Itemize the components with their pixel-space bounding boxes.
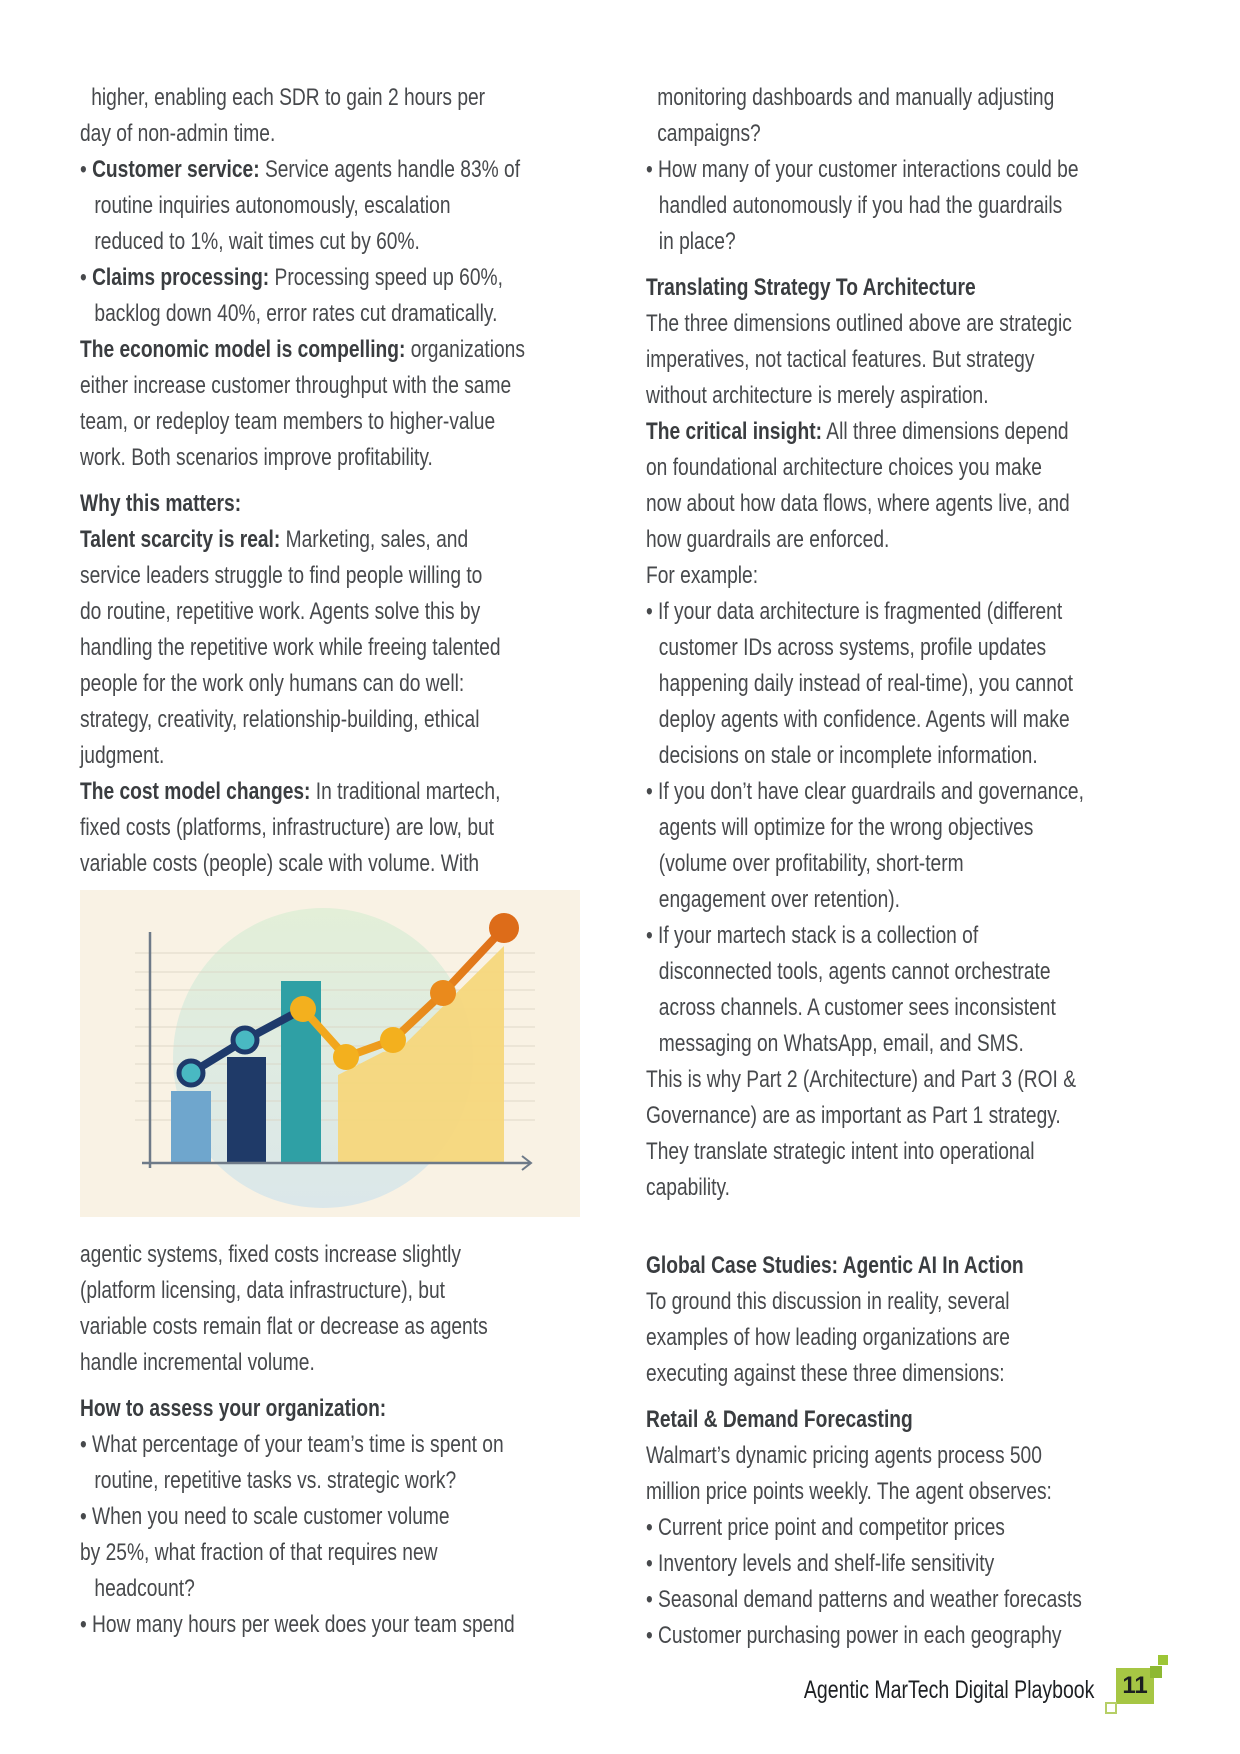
text-line: (platform licensing, data infrastructure), but bbox=[80, 1277, 445, 1304]
text-line: disconnected tools, agents cannot orchestrate bbox=[658, 958, 1051, 985]
text-line: handle incremental volume. bbox=[80, 1349, 315, 1376]
cost-model-figure bbox=[80, 890, 580, 1217]
paragraph bbox=[646, 414, 1116, 558]
text-line: million price points weekly. The agent observes: bbox=[646, 1478, 1052, 1505]
text-line: backlog down 40%, error rates cut dramatically. bbox=[94, 300, 498, 327]
text-line: The critical insight: All three dimensions depend bbox=[646, 418, 1069, 445]
text-line: either increase customer throughput with the same bbox=[80, 372, 512, 399]
bullet-item bbox=[646, 918, 1116, 1062]
text-line: across channels. A customer sees inconsistent bbox=[658, 994, 1056, 1021]
bullet-item bbox=[80, 1499, 550, 1607]
text-line: strategy, creativity, relationship-building, ethical bbox=[80, 706, 480, 733]
text-line: day of non-admin time. bbox=[80, 120, 276, 147]
text-line: How to assess your organization: bbox=[80, 1395, 387, 1422]
text-line: (volume over profitability, short-term bbox=[658, 850, 964, 877]
text-line: fixed costs (platforms, infrastructure) are low, but bbox=[80, 814, 495, 841]
text-line: how guardrails are enforced. bbox=[646, 526, 890, 553]
text-line: variable costs (people) scale with volume. With bbox=[80, 850, 480, 877]
paragraph bbox=[646, 1062, 1116, 1206]
left-column bbox=[80, 80, 550, 1643]
right-column bbox=[646, 80, 1116, 1654]
text-line: This is why Part 2 (Architecture) and Part 3 (ROI & bbox=[646, 1066, 1077, 1093]
text-line: deploy agents with confidence. Agents will make bbox=[658, 706, 1070, 733]
text-line: service leaders struggle to find people willing to bbox=[80, 562, 483, 589]
bullet-item bbox=[646, 1546, 1116, 1582]
text-line: • Customer purchasing power in each geography bbox=[646, 1622, 1062, 1649]
text-line: Why this matters: bbox=[80, 490, 242, 517]
text-line: handled autonomously if you had the guardrails bbox=[658, 192, 1063, 219]
bar-navy bbox=[227, 1057, 266, 1163]
paragraph bbox=[646, 1438, 1116, 1510]
section-heading bbox=[646, 270, 1116, 306]
footer-brand: Agentic MarTech Digital Playbook bbox=[803, 1676, 1094, 1704]
text-line: • How many hours per week does your team spend bbox=[80, 1611, 515, 1638]
paragraph bbox=[646, 80, 1116, 152]
text-line: campaigns? bbox=[657, 120, 761, 147]
text-line: higher, enabling each SDR to gain 2 hours per bbox=[91, 84, 486, 111]
text-line: routine inquiries autonomously, escalation bbox=[94, 192, 451, 219]
text-line: imperatives, not tactical features. But strategy bbox=[646, 346, 1035, 373]
paragraph bbox=[646, 306, 1116, 414]
bullet-item bbox=[646, 1618, 1116, 1654]
text-line: Talent scarcity is real: Marketing, sales, and bbox=[80, 526, 469, 553]
text-line: agentic systems, fixed costs increase slightly bbox=[80, 1241, 461, 1268]
section-heading bbox=[80, 486, 550, 522]
text-line: people for the work only humans can do well: bbox=[80, 670, 465, 697]
text-line: • Claims processing: Processing speed up 60%, bbox=[80, 264, 503, 291]
text-line: The economic model is compelling: organizations bbox=[80, 336, 525, 363]
text-line: messaging on WhatsApp, email, and SMS. bbox=[658, 1030, 1024, 1057]
text-line: • If you don’t have clear guardrails and governance, bbox=[646, 778, 1084, 805]
paragraph bbox=[80, 332, 550, 476]
bullet-item bbox=[80, 152, 550, 260]
bullet-item bbox=[646, 594, 1116, 774]
text-line: examples of how leading organizations are bbox=[646, 1324, 1010, 1351]
paragraph bbox=[646, 558, 1116, 594]
bullet-item bbox=[646, 774, 1116, 918]
decor-square-outline bbox=[1105, 1702, 1117, 1714]
paragraph bbox=[80, 1237, 550, 1381]
text-line: executing against these three dimensions: bbox=[646, 1360, 1005, 1387]
bullet-item bbox=[80, 1607, 550, 1643]
text-line: team, or redeploy team members to higher-value bbox=[80, 408, 496, 435]
text-line: For example: bbox=[646, 562, 759, 589]
text-line: The cost model changes: In traditional martech, bbox=[80, 778, 501, 805]
text-line: • Customer service: Service agents handle 83% of bbox=[80, 156, 521, 183]
text-line: variable costs remain flat or decrease as agents bbox=[80, 1313, 488, 1340]
bullet-item bbox=[80, 260, 550, 332]
text-line: work. Both scenarios improve profitability. bbox=[80, 444, 433, 471]
text-line: They translate strategic intent into operational bbox=[646, 1138, 1035, 1165]
text-line: capability. bbox=[646, 1174, 730, 1201]
text-line: • If your martech stack is a collection of bbox=[646, 922, 979, 949]
text-line: on foundational architecture choices you make bbox=[646, 454, 1042, 481]
text-line: Walmart’s dynamic pricing agents process 500 bbox=[646, 1442, 1042, 1469]
text-line: reduced to 1%, wait times cut by 60%. bbox=[94, 228, 420, 255]
text-line: routine, repetitive tasks vs. strategic work? bbox=[94, 1467, 457, 1494]
text-line: agents will optimize for the wrong objectives bbox=[658, 814, 1034, 841]
text-line: by 25%, what fraction of that requires new bbox=[80, 1539, 438, 1566]
text-line: Translating Strategy To Architecture bbox=[646, 274, 976, 301]
paragraph bbox=[80, 522, 550, 774]
decor-square-light bbox=[1158, 1655, 1168, 1665]
section-heading bbox=[80, 1391, 550, 1427]
section-heading bbox=[646, 1402, 1116, 1438]
paragraph bbox=[80, 774, 550, 882]
bullet-item bbox=[646, 1582, 1116, 1618]
text-line: headcount? bbox=[94, 1575, 195, 1602]
text-line: judgment. bbox=[80, 742, 165, 769]
section-heading bbox=[646, 1248, 1116, 1284]
paragraph bbox=[80, 80, 550, 152]
text-line: without architecture is merely aspiration. bbox=[646, 382, 989, 409]
text-line: now about how data flows, where agents live, and bbox=[646, 490, 1070, 517]
text-line: engagement over retention). bbox=[658, 886, 901, 913]
text-line: monitoring dashboards and manually adjusting bbox=[657, 84, 1055, 111]
text-line: • How many of your customer interactions could be bbox=[646, 156, 1079, 183]
text-line: Governance) are as important as Part 1 strategy. bbox=[646, 1102, 1061, 1129]
text-line: happening daily instead of real-time), you cannot bbox=[658, 670, 1073, 697]
text-line: • Current price point and competitor prices bbox=[646, 1514, 1005, 1541]
text-line: Retail & Demand Forecasting bbox=[646, 1406, 913, 1433]
text-line: • When you need to scale customer volume bbox=[80, 1503, 450, 1530]
text-line: customer IDs across systems, profile updates bbox=[658, 634, 1047, 661]
text-line: The three dimensions outlined above are strategic bbox=[646, 310, 1072, 337]
bullet-item bbox=[646, 152, 1116, 260]
text-line: handling the repetitive work while freeing talented bbox=[80, 634, 501, 661]
text-line: Global Case Studies: Agentic AI In Action bbox=[646, 1252, 1024, 1279]
text-line: decisions on stale or incomplete information. bbox=[658, 742, 1038, 769]
decor-square-dark bbox=[1150, 1666, 1162, 1678]
paragraph bbox=[646, 1284, 1116, 1392]
text-line: in place? bbox=[658, 228, 736, 255]
text-line: • Seasonal demand patterns and weather forecasts bbox=[646, 1586, 1082, 1613]
page-number-badge bbox=[1116, 1668, 1154, 1704]
page-number: 11 bbox=[1122, 1672, 1148, 1699]
text-line: do routine, repetitive work. Agents solve this by bbox=[80, 598, 481, 625]
bullet-item bbox=[646, 1510, 1116, 1546]
bullet-item bbox=[80, 1427, 550, 1499]
text-line: To ground this discussion in reality, several bbox=[646, 1288, 1010, 1315]
bar-blue bbox=[171, 1091, 211, 1163]
text-line: • What percentage of your team’s time is spent on bbox=[80, 1431, 504, 1458]
text-line: • Inventory levels and shelf-life sensitivity bbox=[646, 1550, 995, 1577]
text-line: • If your data architecture is fragmented (different bbox=[646, 598, 1063, 625]
